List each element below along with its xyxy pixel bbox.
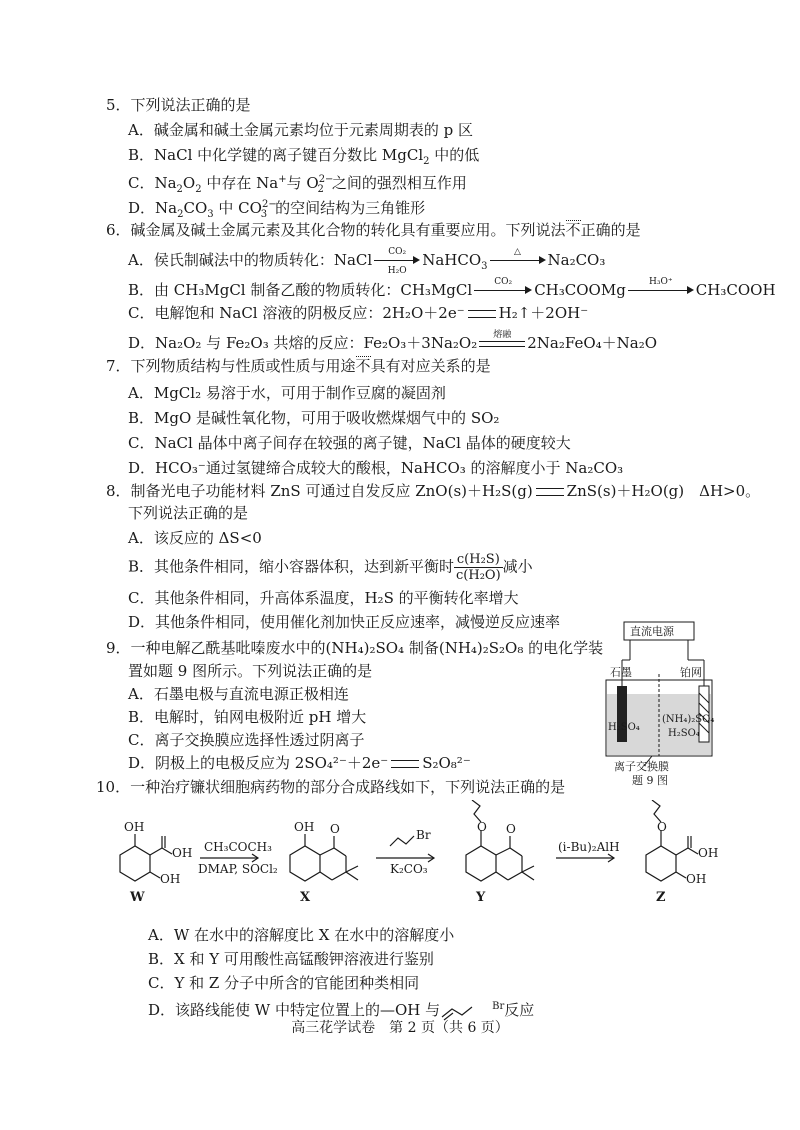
platinum-mesh-label: 铂网: [680, 666, 702, 679]
w-oh-acid: OH: [172, 846, 193, 860]
w-oh-bottom: OH: [160, 872, 181, 886]
q5-d-1: D．Na: [128, 199, 178, 217]
arrow-bottom-label: H₂O: [387, 266, 407, 276]
q8-stem-2: ZnS(s)＋H₂O(g) ΔH>0。: [566, 482, 761, 500]
q7-option-a: A．MgCl₂ 易溶于水，可用于制作豆腐的凝固剂: [128, 384, 446, 402]
q9-option-b: B．电解时，铂网电极附近 pH 增大: [128, 708, 367, 726]
page-footer: 高三花学试卷 第 2 页（共 6 页）: [291, 1020, 509, 1036]
y-ether-o: O: [477, 820, 487, 834]
q6-a-1: A．侯氏制碱法中的物质转化：NaCl: [128, 251, 373, 269]
q10-stem: 10．一种治疗镰状细胞病药物的部分合成路线如下，下列说法正确的是: [96, 778, 566, 796]
q5-c-3: 中存在 Na: [201, 174, 279, 192]
q6-c-1: C．电解饱和 NaCl 溶液的阴极反应：2H₂O＋2e⁻: [128, 304, 465, 322]
compound-z-label: Z: [656, 890, 666, 905]
q6-d-2: 2Na₂FeO₄＋Na₂O: [527, 334, 658, 352]
equals-sign: [468, 310, 496, 318]
q5-b-text: B．NaCl 中化学键的离子键百分数比 MgCl: [128, 146, 424, 164]
synthesis-scheme: [100, 800, 740, 920]
condition-label: 熔融: [493, 330, 512, 340]
left-solution-label: H₂SO₄: [608, 722, 640, 733]
q7-stem-1: 7．下列物质结构与性质或性质与用途: [106, 357, 356, 375]
q5-c-4: 与 O: [286, 174, 319, 192]
q10-d-1: D．该路线能使 W 中特定位置上的—OH 与: [148, 1001, 441, 1019]
right-solution-label-2: H₂SO₄: [668, 728, 700, 739]
ratio-numerator: c(H₂S): [454, 552, 503, 568]
q6-stem-1: 6．碱金属及碱土金属元素及其化合物的转化具有重要应用。下列说法: [106, 221, 566, 239]
figure-caption: 题 9 图: [632, 774, 668, 787]
membrane-label: 离子交换膜: [614, 760, 669, 773]
q8-stem-line2: 下列说法正确的是: [128, 504, 249, 522]
q6-option-a: A．侯氏制碱法中的物质转化：NaCl $\frac{\text{CO₂}}{\text{H₂O}}$ NaHCO$_3$ △ Na₂CO₃: [128, 247, 606, 276]
q5-option-d: D．$Na_2CO_3$ 中 $CO^{2-}_3$ 的空间结构为三角锥形: [128, 199, 426, 220]
q9-d-2: S₂O₈²⁻: [422, 754, 471, 772]
reaction-arrow: [474, 278, 532, 304]
q6-stem-not: 不: [565, 221, 581, 239]
q5-b-text-end: 中的低: [429, 146, 480, 164]
q10-d-br: Br: [492, 1001, 505, 1012]
q6-option-c: [128, 303, 588, 323]
y-carbonyl-o: O: [506, 822, 516, 836]
ratio-denominator: c(H₂O): [456, 568, 501, 583]
reaction-arrow: [374, 248, 420, 274]
q9-option-c: C．离子交换膜应选择性透过阴离子: [128, 731, 365, 749]
concentration-ratio: [454, 552, 503, 583]
q7-stem-not: 不: [355, 357, 371, 375]
q6-stem-2: 正确的是: [580, 221, 641, 239]
q8-option-b: [128, 552, 533, 583]
reaction-condition: [479, 331, 525, 357]
q5-d-4: 的空间结构为三角锥形: [275, 199, 426, 217]
q10-option-a: A．W 在水中的溶解度比 X 在水中的溶解度小: [148, 926, 455, 944]
step1-reagent: CH₃COCH₃: [204, 840, 272, 854]
compound-x-label: X: [300, 890, 311, 905]
q6-d-1: D．Na₂O₂ 与 Fe₂O₃ 共熔的反应：Fe₂O₃＋3Na₂O₂: [128, 334, 478, 352]
q9-option-d: [128, 753, 471, 773]
q6-b-3: CH₃COOH: [695, 281, 776, 299]
graphite-label: 石墨: [610, 666, 632, 679]
z-oh-ring: OH: [686, 872, 707, 886]
q5-d-3: 中 CO: [213, 199, 262, 217]
q8-b-1: B．其他条件相同，缩小容器体积，达到新平衡时: [128, 557, 455, 576]
power-supply-label: 直流电源: [630, 625, 674, 638]
q5-d-2: CO: [183, 199, 208, 217]
q5-c-2: O: [182, 174, 196, 192]
q6-c-2: H₂↑＋2OH⁻: [498, 304, 589, 322]
arrow-top-label: CO₂: [388, 247, 407, 257]
q8-stem-1: 8．制备光电子功能材料 ZnS 可通过自发反应 ZnO(s)＋H₂S(g): [106, 482, 533, 500]
reaction-arrow: [490, 248, 546, 274]
q9-stem-2: 置如题 9 图所示。下列说法正确的是: [128, 662, 373, 680]
z-ether-o: O: [657, 820, 667, 834]
arrow-top-label: △: [514, 247, 521, 257]
q8-b-2: 减小: [502, 557, 533, 576]
q7-option-b: B．MgO 是碱性氧化物，可用于吸收燃煤烟气中的 SO₂: [128, 409, 500, 427]
q8-option-d: D．其他条件相同，使用催化剂加快正反应速率，减慢逆反应速率: [128, 613, 561, 631]
w-oh-top: OH: [124, 820, 145, 834]
equals-sign: [536, 488, 564, 496]
q7-stem: [106, 356, 491, 376]
q7-option-d: D．HCO₃⁻通过氢键缔合成较大的酸根，NaHCO₃ 的溶解度小于 Na₂CO₃: [128, 459, 624, 477]
q6-option-d: [128, 331, 657, 357]
x-oh: OH: [294, 820, 315, 834]
step3-reagent: (i-Bu)₂AlH: [558, 840, 620, 854]
q5-stem: 5．下列说法正确的是: [106, 96, 251, 114]
x-carbonyl-o: O: [330, 822, 340, 836]
arrow-top-label: CO₂: [494, 277, 513, 287]
synthesis-scheme-drawing: [100, 800, 740, 920]
compound-y-label: Y: [476, 890, 486, 905]
q6-a-3: Na₂CO₃: [547, 251, 606, 269]
q9-d-1: D．阴极上的电极反应为 2SO₄²⁻＋2e⁻: [128, 754, 389, 772]
q10-d-2: 反应: [504, 1001, 535, 1019]
q6-stem: [106, 220, 641, 240]
q8-option-c: C．其他条件相同，升高体系温度，H₂S 的平衡转化率增大: [128, 589, 519, 607]
arrow-top-label: H₃O⁺: [649, 277, 673, 287]
q9-stem-1: 9．一种电解乙酰基吡嗪废水中的(NH₄)₂SO₄ 制备(NH₄)₂S₂O₈ 的电化学装: [106, 639, 604, 657]
q8-stem: [106, 481, 760, 501]
compound-w-label: W: [130, 890, 145, 905]
step1-conditions: DMAP, SOCl₂: [198, 862, 278, 876]
figure-9-electrolysis-cell: [600, 618, 716, 786]
equals-sign: [391, 760, 419, 768]
q5-option-b: B．NaCl 中化学键的离子键百分数比 MgCl$_2$ 中的低: [128, 146, 480, 167]
q6-a-2: NaHCO: [422, 251, 482, 269]
q10-option-c: C．Y 和 Z 分子中所含的官能团种类相同: [148, 974, 420, 992]
q6-option-b: [128, 278, 776, 304]
q5-option-c: C．$Na_2O_2$ 中存在 Na+与 $O^{2-}_2$ 之间的强烈相互作用: [128, 174, 467, 195]
right-solution-label-1: (NH₄)₂SO₄: [662, 714, 715, 725]
step2-reagent: Br: [416, 828, 431, 842]
reaction-arrow: [628, 278, 694, 304]
q9-option-a: A．石墨电极与直流电源正极相连: [128, 685, 349, 703]
z-oh-acid: OH: [698, 846, 719, 860]
q6-b-1: B．由 CH₃MgCl 制备乙酸的物质转化：CH₃MgCl: [128, 281, 473, 299]
q5-option-a: A．碱金属和碱土金属元素均位于元素周期表的 p 区: [128, 121, 473, 139]
q5-c-5: 之间的强烈相互作用: [331, 174, 467, 192]
q10-option-b: B．X 和 Y 可用酸性高锰酸钾溶液进行鉴别: [148, 950, 434, 968]
q6-b-2: CH₃COOMg: [534, 281, 626, 299]
q8-option-a: A．该反应的 ΔS<0: [128, 529, 262, 547]
step2-base: K₂CO₃: [390, 862, 428, 876]
q7-stem-2: 具有对应关系的是: [370, 357, 491, 375]
q5-c-1: C．Na: [128, 174, 177, 192]
q7-option-c: C．NaCl 晶体中离子间存在较强的离子键，NaCl 晶体的硬度较大: [128, 434, 571, 452]
